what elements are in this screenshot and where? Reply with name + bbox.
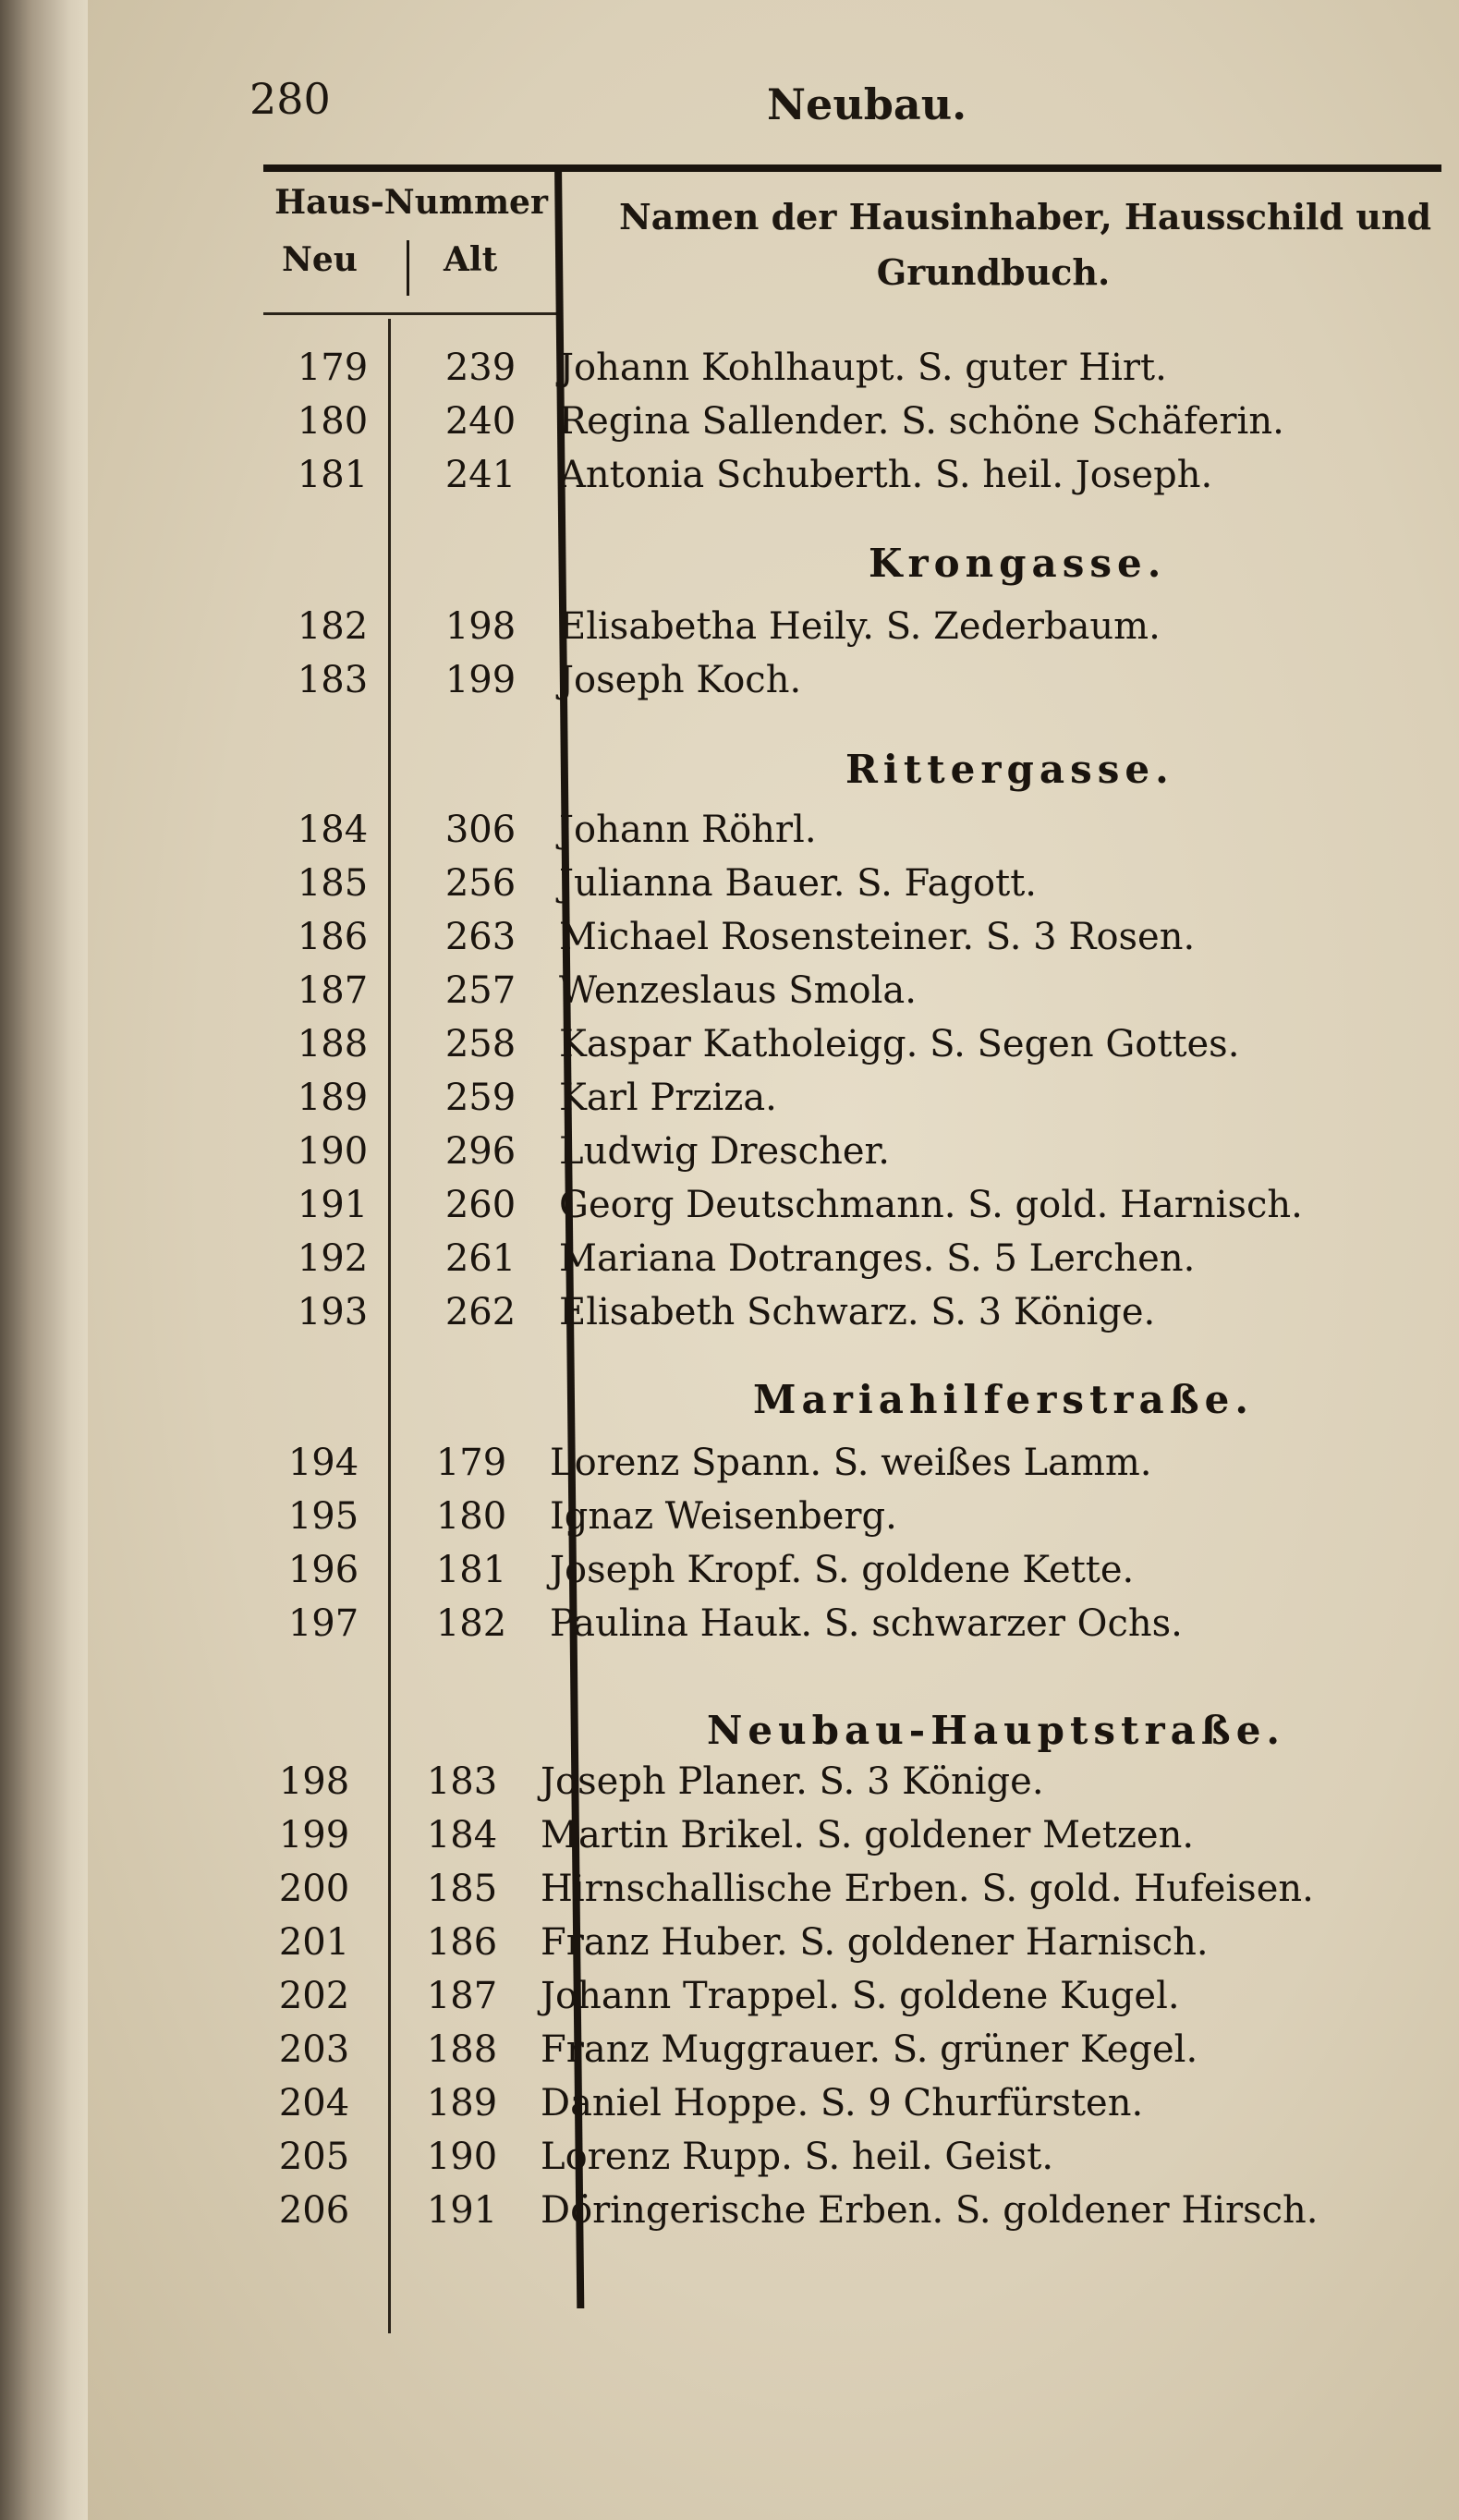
new-number: 200 <box>278 1868 350 1910</box>
old-number: 263 <box>444 916 517 958</box>
new-number: 181 <box>297 454 369 496</box>
owner-name: Paulina Hauk. S. schwarzer Ochs. <box>550 1602 1183 1645</box>
owner-name: Joseph Kropf. S. goldene Kette. <box>550 1549 1135 1591</box>
new-number: 203 <box>278 2028 350 2071</box>
old-number: 261 <box>444 1237 517 1280</box>
owner-name: Martin Brikel. S. goldener Metzen. <box>541 1814 1195 1857</box>
new-number: 198 <box>278 1760 350 1803</box>
old-number-label: Alt <box>444 240 498 279</box>
old-number: 259 <box>444 1077 517 1119</box>
new-number: 196 <box>287 1549 359 1591</box>
old-number: 189 <box>426 2082 498 2124</box>
old-number: 260 <box>444 1184 517 1226</box>
new-number: 202 <box>278 1975 350 2017</box>
new-number: 180 <box>297 400 369 443</box>
old-number: 296 <box>444 1130 517 1173</box>
old-number: 187 <box>426 1975 498 2017</box>
owner-name: Regina Sallender. S. schöne Schäferin. <box>559 400 1284 443</box>
old-number: 181 <box>435 1549 507 1591</box>
old-number: 198 <box>444 605 517 648</box>
new-number: 193 <box>297 1291 369 1333</box>
new-number: 187 <box>297 969 369 1012</box>
new-number: 194 <box>287 1442 359 1484</box>
owner-name: Ignaz Weisenberg. <box>550 1495 897 1538</box>
owner-name: Joseph Koch. <box>559 659 802 701</box>
old-number: 185 <box>426 1868 498 1910</box>
section-title-mariahilferstrasse: Mariahilferstraße. <box>753 1377 1255 1422</box>
owner-name: Kaspar Katholeigg. S. Segen Gottes. <box>559 1023 1240 1065</box>
old-number: 262 <box>444 1291 517 1333</box>
old-number: 183 <box>426 1760 498 1803</box>
old-number: 186 <box>426 1921 498 1964</box>
owner-name: Joseph Planer. S. 3 Könige. <box>541 1760 1044 1803</box>
new-number: 182 <box>297 605 369 648</box>
old-number: 240 <box>444 400 517 443</box>
owner-name: Daniel Hoppe. S. 9 Churfürsten. <box>541 2082 1144 2124</box>
owner-name: Döringerische Erben. S. goldener Hirsch. <box>541 2189 1319 2232</box>
owner-name: Johann Trappel. S. goldene Kugel. <box>541 1975 1180 2017</box>
old-number: 182 <box>435 1602 507 1645</box>
old-number: 190 <box>426 2136 498 2178</box>
old-number: 179 <box>435 1442 507 1484</box>
page-number: 280 <box>249 74 331 124</box>
old-number: 241 <box>444 454 517 496</box>
new-number: 191 <box>297 1184 369 1226</box>
old-number: 184 <box>426 1814 498 1857</box>
owner-name: Franz Muggrauer. S. grüner Kegel. <box>541 2028 1198 2071</box>
new-number: 185 <box>297 862 369 905</box>
table-top-rule <box>263 164 1441 172</box>
new-number: 189 <box>297 1077 369 1119</box>
new-number-label: Neu <box>282 240 358 279</box>
names-header-line-1: Namen der Hausinhaber, Hausschild und <box>619 196 1432 237</box>
new-number: 190 <box>297 1130 369 1173</box>
new-number: 186 <box>297 916 369 958</box>
new-number: 179 <box>297 347 369 389</box>
owner-name: Johann Kohlhaupt. S. guter Hirt. <box>559 347 1167 389</box>
section-title-neubau-hauptstrasse: Neubau-Hauptstraße. <box>707 1708 1286 1753</box>
owner-name: Antonia Schuberth. S. heil. Joseph. <box>559 454 1213 496</box>
old-number: 191 <box>426 2189 498 2232</box>
house-number-column-header <box>263 183 559 312</box>
owner-name: Johann Röhrl. <box>559 809 817 851</box>
old-number: 239 <box>444 347 517 389</box>
owner-name: Wenzeslaus Smola. <box>559 969 917 1012</box>
new-number: 204 <box>278 2082 350 2124</box>
names-column-header <box>582 189 1432 310</box>
owner-name: Elisabeth Schwarz. S. 3 Könige. <box>559 1291 1156 1333</box>
old-number: 258 <box>444 1023 517 1065</box>
old-number: 306 <box>444 809 517 851</box>
book-spine-edge <box>0 0 88 2520</box>
new-number: 197 <box>287 1602 359 1645</box>
owner-name: Ludwig Drescher. <box>559 1130 890 1173</box>
new-number: 199 <box>278 1814 350 1857</box>
new-number: 184 <box>297 809 369 851</box>
header-bottom-rule <box>263 312 559 315</box>
page-header <box>249 74 1377 148</box>
new-number: 205 <box>278 2136 350 2178</box>
owner-name: Julianna Bauer. S. Fagott. <box>559 862 1037 905</box>
owner-name: Georg Deutschmann. S. gold. Harnisch. <box>559 1184 1303 1226</box>
owner-name: Franz Huber. S. goldener Harnisch. <box>541 1921 1209 1964</box>
new-number: 206 <box>278 2189 350 2232</box>
names-header-line-2: Grundbuch. <box>876 251 1111 293</box>
new-number: 183 <box>297 659 369 701</box>
owner-name: Michael Rosensteiner. S. 3 Rosen. <box>559 916 1196 958</box>
owner-name: Lorenz Spann. S. weißes Lamm. <box>550 1442 1152 1484</box>
house-number-label: Haus-Nummer <box>274 183 548 222</box>
header-separator <box>407 240 409 296</box>
new-number: 195 <box>287 1495 359 1538</box>
owner-name: Mariana Dotranges. S. 5 Lerchen. <box>559 1237 1196 1280</box>
running-head: Neubau. <box>767 79 967 129</box>
owner-name: Elisabetha Heily. S. Zederbaum. <box>559 605 1161 648</box>
section-title-rittergasse: Rittergasse. <box>845 747 1174 792</box>
new-number: 201 <box>278 1921 350 1964</box>
old-number: 180 <box>435 1495 507 1538</box>
owner-name: Lorenz Rupp. S. heil. Geist. <box>541 2136 1054 2178</box>
old-number: 188 <box>426 2028 498 2071</box>
new-number: 188 <box>297 1023 369 1065</box>
new-number: 192 <box>297 1237 369 1280</box>
old-number: 199 <box>444 659 517 701</box>
old-number: 256 <box>444 862 517 905</box>
old-number: 257 <box>444 969 517 1012</box>
owner-name: Karl Prziza. <box>559 1077 777 1119</box>
section-title-krongasse: Krongasse. <box>869 541 1167 586</box>
owner-name: Hirnschallische Erben. S. gold. Hufeisen. <box>541 1868 1314 1910</box>
